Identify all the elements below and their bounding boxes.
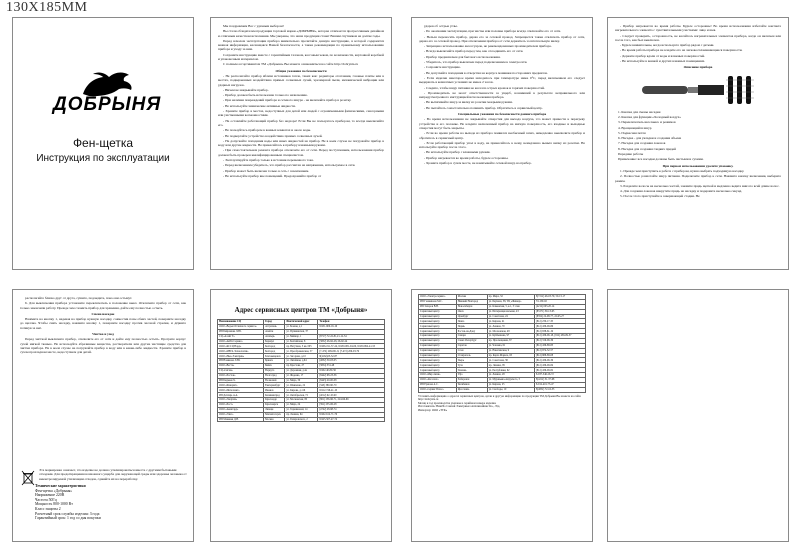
table-cell: Волжский	[264, 378, 285, 383]
table-cell: ул. Мейнар, 1	[285, 334, 318, 339]
list-item: - Не пользуйтесь прибором в ванных комнатах и около воды.	[223, 128, 312, 133]
spec-line: Расчетный срок службы изделия: 3 года	[35, 511, 100, 516]
table-cell: ул. Балтийская, 8	[285, 339, 318, 344]
table-cell: ИП Манкиев Д.В.	[218, 417, 264, 422]
table-cell: ул. Кирова, д.116	[285, 388, 318, 393]
step-item: 4. Для создания локонов накрутите прядь на насадку и подержите несколько секунд.	[620, 189, 743, 194]
table-cell: (4742) 28-98-74	[318, 407, 385, 412]
table-cell: (8442) 98-23-36	[318, 373, 385, 378]
list-item: - Эксплуатируйте прибор только в источник переменного тока.	[223, 158, 314, 163]
table-cell: ул. Кирова, 41	[487, 319, 534, 324]
col-header: Телефон	[318, 320, 385, 325]
table-cell: ООО «Интеллект»	[218, 388, 264, 393]
table-cell: ООО «Абсолют»	[419, 377, 457, 382]
list-item: - Запрещено использование аксессуаров, не рекомендованных производителем прибора.	[424, 44, 552, 49]
table-row	[218, 417, 385, 422]
table-cell: 8-902-612-71-76	[318, 412, 385, 417]
table-cell: Барнаул	[264, 339, 285, 344]
table-cell: Сервисный центр	[419, 353, 457, 358]
table-cell: Воркута	[264, 368, 285, 373]
table-cell: ООО «Элис»	[218, 412, 264, 417]
table-cell: Челябинск	[456, 382, 487, 387]
table-cell: 8-912-746-41-10	[318, 388, 385, 393]
section-heading: Смена насадок	[91, 311, 115, 316]
table-cell: Самара	[456, 334, 487, 339]
list-item: - Нельзя переносить прибор, держа его за сетевой провод. Запрещается также отключать прибор от сети, держа его за сетевой провод. При отключении прибора от сети держитесь за штепсельную вилку.	[419, 34, 585, 43]
table-cell: ООО «АйТи Сервис»	[218, 339, 264, 344]
list-item: - Перед включением убедитесь, что прибор рассчитан на напряжение, используемое в сети.	[223, 163, 356, 168]
footer-line: Месяц и год производства указаны в серийном номере изделия.	[418, 400, 497, 405]
list-item: - Прибор может быть включен только в сеть с заземлением.	[223, 168, 310, 173]
cover-page	[12, 17, 194, 270]
list-item: - Всегда выключайте прибор перед тем, как отсоединить его от сети.	[424, 49, 524, 54]
service-table-right	[418, 294, 586, 393]
table-cell: Астрахань	[264, 324, 285, 329]
table-cell: Сервисный центр	[419, 368, 457, 373]
list-item: - Не пытайтесь самостоятельно починить прибор. Обратитесь в сервисный центр.	[424, 105, 543, 110]
part-item: 4. Вращающийся шнур	[618, 125, 652, 130]
table-cell: Сервисный центр	[419, 343, 457, 348]
table-cell: ул. Интернациональная, 43	[487, 309, 534, 314]
section-heading: При первом использовании удалите упаковку.	[662, 163, 734, 168]
table-cell: Москва	[456, 295, 487, 300]
list-item: - Если работающий прибор упал в воду, не прикасайтесь к нему, немедленно выньте вилку из розетки. Не используйте прибор после этого.	[419, 140, 585, 150]
table-cell: пр. Просвещения, 87	[487, 338, 534, 343]
table-cell: Хабаровск	[456, 377, 487, 382]
spec-line: Фен-щетка «Добрыня»	[35, 488, 73, 493]
table-cell: (812) 436-06-18, (812) 436-09-37	[534, 334, 585, 339]
crossed-bin-icon	[21, 470, 35, 486]
table-cell: Пермь	[456, 324, 487, 329]
list-item: - Сохраните инструкцию.	[424, 65, 461, 70]
table-cell: ул. Каменская, 5, к.1, 3 этаж	[487, 304, 534, 309]
table-cell: ООО «Сервис Плюс»	[419, 387, 457, 392]
instruction-page-3	[411, 17, 593, 270]
step-item: 3. Разделите волосы на несколько частей, зажмите прядь щеткой и медленно ведите вниз по всей длине волос.	[620, 183, 780, 188]
spec-line: Гарантийный срок: 1 год со дня покупки	[35, 516, 101, 521]
table-cell: ул. Преображенская, 57	[285, 349, 318, 354]
table-cell: Ижевск	[264, 388, 285, 393]
table-cell: ООО «Мир связи»	[419, 373, 457, 378]
table-cell: ул. Московская, 48	[487, 329, 534, 334]
part-item: 3. Переключатель вкл./выкл. и режимов	[618, 120, 676, 125]
table-cell: ИП Новикова Л.Ю.	[218, 359, 264, 364]
table-cell: ООО «Электросервис»	[419, 295, 457, 300]
part-item: 5. Подвесная петля	[618, 130, 646, 135]
table-cell: Сервисный центр	[419, 348, 457, 353]
table-cell: (8352) 22-98-77, 22-95-27	[534, 314, 585, 319]
paragraph: Сохраните инструкцию вместе с гарантийным талоном, кассовым чеком, по возможности, картонной коробкой и упаковочным материалом.	[218, 52, 384, 62]
table-cell: пр. Ленина, 85	[487, 363, 534, 368]
col-header: Наименование СЦ	[218, 320, 264, 325]
list-item: - Следите, чтобы шнур питания не касался острых кромок и горячих поверхностей.	[424, 85, 545, 90]
paragraph: Перед началом эксплуатации прибора внимательно прочитайте данную инструкцию, в которой содержится важная информация, касающаяся Вашей безопасности, а также рекомендации по правильному использованию прибора и уходу за ним.	[218, 38, 384, 52]
logo-text: ДОБРЫНЯ	[53, 94, 162, 115]
table-cell: Ставрополь	[456, 353, 487, 358]
table-cell: ул. Московская, 80	[285, 398, 318, 403]
table-cell: ООО «Веста»	[218, 363, 264, 368]
table-cell: ул. Загорная, д.10	[285, 354, 318, 359]
footer-line: Изготовитель: НингБо Санхай Электрикал Аппликэйшнс Ко., Лтд.	[418, 404, 501, 409]
table-cell: (8717) 72-22-81,21-12-54	[318, 334, 385, 339]
list-item: - Производитель не несет ответственности за ущерб, возникший в результате неправильного или непредусмотренного инструкцией использования прибора.	[419, 90, 585, 100]
table-cell: Москва	[264, 417, 285, 422]
table-cell: ООО «Росток»	[218, 373, 264, 378]
paragraph: Мы поздравляем Вас с удачным выбором!	[223, 24, 284, 28]
specifications	[35, 484, 101, 521]
list-item: - Прибор нагревается во время работы. Будьте осторожны! Во время использования избегайте контакта нагревательного элемента с чувствительными участками: лицо и шея.	[615, 24, 781, 33]
list-item: ударов об острые углы.	[424, 24, 458, 28]
footer-line: Импортер: ООО «ТТК»	[418, 407, 448, 412]
table-row	[419, 387, 586, 392]
table-cell: (812) 988-88-08	[534, 353, 585, 358]
table-cell: Волгоград	[264, 373, 285, 378]
list-item: - Не используйте прибор вне помещений. Предохраняйте прибор от	[223, 173, 322, 178]
section-heading: Чистка и уход	[92, 332, 114, 337]
list-item: - Ничем не накрывайте прибор.	[223, 87, 269, 92]
table-cell: Нижний Новгород	[456, 299, 487, 304]
table-cell: Сочи	[456, 348, 487, 353]
list-item: - Храните прибор в сухом месте, не наматывайте сетевой шнур на прибор.	[424, 161, 532, 166]
paragraph: Перед чисткой выключите прибор, отключите его от сети и дайте ему полностью остыть. Протрите корпус сухой мягкой тканью. Не используйте абразивные вещества, растворители или другие чистящие средства для чистки прибора. Не в коем случае не погружайте прибор в воду или в какие-либо жидкости. Храните прибор в сухом прохладном месте, недоступном для детей.	[20, 337, 186, 355]
table-cell: (3852) 26-92-28, 26-92-24	[318, 339, 385, 344]
table-cell: (812) 436-09-84	[534, 363, 585, 368]
part-item: 1. Кнопка для смены насадки	[618, 109, 661, 114]
section-heading: Специальные указания по безопасности данного прибора	[457, 112, 547, 117]
table-cell: ул. Советская, 38	[487, 358, 534, 363]
service-title: Адрес сервисных центров ТМ «Добрыня»	[234, 306, 368, 314]
table-cell: Санкт-Петербург	[456, 338, 487, 343]
footer-line: Уточнить информацию о адресах сервисных центров, орган и другую информацию по продукции ТМ Добрыня Вы можете на сайте http://dobrynia.ru	[418, 393, 581, 402]
table-cell: ул. Куйбышева, 97	[487, 334, 534, 339]
spec-line: Частота 50Гц	[35, 497, 57, 502]
table-cell: ООО «Ведьм Отличного сервиса»	[218, 324, 264, 329]
table-cell: ул. Мира, 24	[285, 402, 318, 407]
paragraph: Нажмите на кнопку 1, надевая на прибор нужную насадку, совместив пазы обеих частей, поверните насадку до щелчка. Чтобы снять насадку, нажмите кнопку 1, поверните насадку против часовой стрелки, и дёрните потянув за неё.	[20, 317, 186, 330]
table-cell: ул. Терешковой, 14	[285, 407, 318, 412]
hair-dryer-brush-illustration	[638, 72, 758, 108]
table-cell: (812) 436-09-82	[534, 368, 585, 373]
footer-notes	[412, 393, 592, 415]
table-cell: (812) 974-32-57	[534, 348, 585, 353]
table-cell: ул. Муравьева-Амурского, 3	[487, 377, 534, 382]
table-cell: 8-937-346-26-72	[534, 373, 585, 378]
table-cell: Тверь	[456, 358, 487, 363]
list-item: - Убедитесь, что прибор выключен перед подключением к электросети.	[424, 60, 528, 65]
table-cell: ИП Байрамова Л.Ю.	[218, 329, 264, 334]
table-cell: ул. Шевченко, 22	[285, 383, 318, 388]
table-cell: (83171) 39-13-65	[534, 309, 585, 314]
table-cell: Екатеринбург	[264, 383, 285, 388]
service-table-left	[217, 319, 385, 422]
table-cell: Омск	[456, 309, 487, 314]
list-item: - Не используйте прибор с влажными руками.	[424, 150, 491, 155]
table-cell: ул. Баумана, 38, ТЦ «Фишер»	[487, 299, 534, 304]
table-cell: Уфа	[456, 373, 487, 378]
paragraph: С полным ассортиментом ТМ «Добрыня» Вы можете ознакомиться на сайте http://dobrynia.ru	[223, 62, 359, 67]
list-item: - Если во время работы на выходе из прибора появился необычный запах, немедленно выключите прибор и обратитесь в сервисный центр.	[419, 131, 585, 140]
list-item: - Не используйте в ванной и других влажных помещениях.	[620, 59, 706, 64]
step-item: 5. После этого приступайте к завершающей стадии. Не	[620, 194, 700, 199]
instruction-page-4	[607, 17, 789, 270]
list-item: - Не используйте химические активные жидкости.	[223, 103, 296, 108]
part-item: Примечание: все насадки должны быть чистыми и сухими.	[618, 157, 704, 162]
spec-line: Класс защиты 2	[35, 506, 61, 511]
table-cell: Ярославль	[456, 387, 487, 392]
table-cell: (812) 436-09-86	[534, 324, 585, 329]
table-cell: ИП Ганжинова М.С.	[419, 299, 457, 304]
list-item: - Не оставляйте работающий прибор без надзора! Если Вы не пользуетесь прибором, то всегда выключайте его.	[218, 118, 384, 127]
table-cell: Липецк	[264, 407, 285, 412]
table-cell: 53-159-02	[534, 299, 585, 304]
table-cell: Белгород	[264, 349, 285, 354]
table-cell: Сервисный центр	[419, 363, 457, 368]
table-cell: ул. Фадеева, 17	[285, 373, 318, 378]
table-cell: ООО «Нью-Электрик»	[218, 354, 264, 359]
table-cell: ИП Ершова А.С.	[419, 382, 457, 387]
col-header: Фактический адрес	[285, 320, 318, 325]
table-cell: ул. Октябрьская, 72	[285, 393, 318, 398]
recycle-note: Эта маркировка означает, что изделие не должно утилизироваться вместе с другими бытовыми отходами. Для предотвращения возможного ущерба для окружающей среды или здоровья человека от неконтролируемой утилизации отходов, сдавайте их на переработку.	[39, 468, 187, 481]
table-cell: (391) 255-06-28	[318, 402, 385, 407]
table-cell: ул. Пушкинская, 37	[285, 329, 318, 334]
table-cell: ООО «Рост»	[218, 402, 264, 407]
list-item: - Следует проверять, осторожность, не касайтесь нагревательных элементов прибора, когда он включен или после того, как был выключен.	[615, 33, 781, 42]
blank-page	[607, 289, 789, 542]
table-cell: Красноярск	[264, 402, 285, 407]
table-cell: (343) 380-90-70	[318, 383, 385, 388]
table-cell: 8(7212) 46-03-79, 50-13-17	[534, 295, 585, 300]
table-cell: Алатырь	[264, 334, 285, 339]
table-cell: Сервисный центр	[419, 319, 457, 324]
table-cell: (4212) 603-20-14	[534, 304, 585, 309]
table-cell: 8-912-401-73-47	[534, 382, 585, 387]
table-cell: Сервисный центр	[419, 338, 457, 343]
list-item: - Во время использования не закрывайте отверстия для выхода воздуха, это может привести к перегреву устройства и его поломке. Не кладите включенный прибор на мягкую поверхность, его входные и выходные отверстия могут быть закрыты.	[419, 117, 585, 130]
list-item: - Если изделие некоторое время находилось при температуре ниже 0°С, перед включением его следует выдержать в комнатных условиях не менее 2 часов.	[419, 75, 585, 85]
table-cell: ул. Ленина, 28	[487, 373, 534, 378]
table-cell: Магнитогорск	[264, 412, 285, 417]
specs-heading: Технические характеристики	[35, 484, 86, 488]
table-cell: ул. Ленина, 70	[487, 324, 534, 329]
table-cell: СЦ «Алайт Т»	[218, 334, 264, 339]
table-cell: ул. Дорожная, д.4а	[285, 368, 318, 373]
table-cell: ул. Боевая, д.1	[285, 324, 318, 329]
part-item: Передние работы	[618, 152, 644, 157]
table-cell: Белгород	[264, 344, 285, 349]
list-item: - При наличии повреждений прибора и сетевого шнура - не включайте прибор в розетку.	[223, 98, 352, 103]
part-item: 6. Насадка - для укладки и создания объема	[618, 136, 682, 141]
table-cell: 8(4162)23-52-87	[318, 354, 385, 359]
table-cell: Сервисный центр	[419, 309, 457, 314]
table-cell: ул. Литейная, д.64	[285, 359, 318, 364]
table-cell: ИП Дехтярь А.А.	[218, 393, 264, 398]
table-cell: пр. Ватутина, 3 кв. 005	[285, 344, 318, 349]
paragraph: Вы стали обладателем продукции торговой марки «ДОБРЫНЯ», которая отличается прогрессивным дизайном и отличным качеством исполнения. Мы уверены, что наша продукция станет Вашим спутником на долгие годы.	[218, 29, 384, 38]
brand-logo	[53, 68, 162, 116]
table-cell: Оренбург	[456, 314, 487, 319]
table-cell: ИП Захаров В.Н.	[419, 304, 457, 309]
table-cell: (812) 319-06-36	[534, 338, 585, 343]
table-cell: ул. Мира, 30	[285, 378, 318, 383]
list-item: - Прибор предназначен для бытового использования.	[424, 54, 501, 59]
table-cell: ул. Республики, 62	[487, 368, 534, 373]
instruction-page-5	[12, 289, 194, 542]
table-cell: Сервисный центр	[419, 329, 457, 334]
list-item: - Будьте внимательны, когда используете прибор рядом с детьми.	[620, 43, 715, 48]
table-cell: ул. Чапаева, 61	[487, 343, 534, 348]
table-cell: Сервисный центр	[419, 334, 457, 339]
part-item: 8. Насадка для создания гладких прядей	[618, 146, 676, 151]
table-cell: ИП Бадмаев Х.	[218, 378, 264, 383]
list-item: - Прибор нагревается во время работы, будьте осторожны.	[424, 155, 509, 160]
table-cell: (3854) 331-48	[318, 363, 385, 368]
list-item: - Не допускайте попадания в отверстия на корпусе машинки посторонних предметов.	[424, 70, 548, 75]
table-cell: ООО «МЕГА Технологии»	[218, 349, 264, 354]
table-cell: 8-906-191-57-24, 8-930-081-04-06, 8-950-992-41-55	[318, 344, 385, 349]
instruction-page-2	[210, 17, 392, 270]
list-item: - Не допускайте попадания воды или иных жидкостей на прибор. Не в коем случае не погружайте прибор в воду или другие жидкости. Не прикасайтесь к прибору влажными руками.	[218, 138, 384, 148]
spec-line: Мощность 800-1000 Вт	[35, 502, 73, 507]
table-cell: 8(4852) 72-16-33	[534, 387, 585, 392]
table-cell: ООО «Энергия»	[218, 398, 264, 403]
table-cell: (8443) 20-00-08	[318, 378, 385, 383]
table-cell: (812) 230-17-35	[534, 319, 585, 324]
table-cell: Сервисный центр	[419, 324, 457, 329]
step-item: 2. Полностью размотайте шнур питания. Подключите прибор к сети. Нажмите кнопку включения, выберите режим.	[615, 174, 781, 183]
table-cell: Алейск	[264, 329, 285, 334]
section-heading: Общие указания по безопасности	[275, 68, 327, 73]
table-cell: Тула	[456, 363, 487, 368]
table-cell: ООО «КССЦ Норд»	[218, 344, 264, 349]
paragraph: располагайте близко друг от друга, сушите, подождите, пока они остынут.	[25, 296, 133, 300]
table-cell: (812) 938-61-19	[534, 329, 585, 334]
table-cell: (7-472) 209-001-8, (7-472) 209-03-79	[318, 349, 385, 354]
cover-subtitle: Инструкция по эксплуатации	[36, 153, 170, 164]
list-item: - Прибор должен быть использован только по назначению.	[223, 93, 308, 98]
table-cell: Тюмень	[456, 368, 487, 373]
table-cell: ООО «Авангард»	[218, 407, 264, 412]
table-cell: 8-925-507-47-74	[318, 417, 385, 422]
table-cell: ООО «Фаворит»	[218, 383, 264, 388]
col-header: Город	[264, 320, 285, 325]
table-cell: Саратов	[456, 343, 487, 348]
table-cell: (812) 436-06-36	[534, 358, 585, 363]
table-cell: пр. Мира, 32	[487, 295, 534, 300]
table-cell: ул. Гиляровского, 2	[285, 417, 318, 422]
list-item: - По окончании эксплуатации, при чистке или поломке прибора всегда отключайте его от сети.	[424, 29, 562, 34]
list-item: - Не вытягивайте шнур за вилку из розетки мокрыми руками.	[424, 100, 513, 105]
table-cell: Краснодар	[264, 398, 285, 403]
table-cell: Брянск	[264, 359, 285, 364]
list-item: - Не располагайте прибор вблизи источников тепла, таких как: радиаторы отопления, газовые плиты или в местах, подверженных воздействию прямых солнечных лучей, чрезмерной пыли, механической вибрации или ударных нагрузок.	[218, 73, 384, 87]
table-cell: ул. Навагинская, 9	[487, 348, 534, 353]
list-item: - Держите прибор вдали от воды и влажных поверхностей.	[620, 53, 706, 58]
table-cell: СЦ «Сигма»	[218, 368, 264, 373]
table-cell: Пенза	[456, 319, 487, 324]
table-cell: пр. Карла Маркса, 65	[487, 353, 534, 358]
table-cell: Новосибирск	[456, 304, 487, 309]
table-cell: (812) 436-88-83	[534, 343, 585, 348]
table-cell: (4832) 50-03-05	[318, 359, 385, 364]
table-cell: Сервисный центр	[419, 358, 457, 363]
part-item: 2. Кнопка для функции «Холодный воздух»	[618, 114, 682, 119]
table-cell: пр. Ленина, 64	[285, 412, 318, 417]
paragraph: 6. Для выключения прибора установите переключатель в положение выкл. Отключите прибор от сети, как только закончили работу. Прежде чем сложить прибор для хранения, дайте ему полностью остыть.	[20, 301, 186, 310]
service-centers-page-2	[411, 289, 593, 542]
list-item: - Во время работы прибора не кладите его на легковоспламеняющиеся поверхности.	[620, 48, 743, 53]
table-cell: (4012) 92-10-90	[318, 393, 385, 398]
table-cell: Благовещенск	[264, 354, 285, 359]
list-item: - Храните прибор в местах, недоступных для детей или людей с ограниченными физическими, сенсорными или умственными возможностями.	[218, 109, 384, 118]
section-heading: Описание прибора	[683, 65, 713, 70]
list-item: - Не подвергайте устройство воздействию прямых солнечных лучей.	[223, 133, 323, 138]
table-cell: пр. Брестова, 27	[285, 363, 318, 368]
table-cell: 8-902-40-80-36	[318, 368, 385, 373]
cover-title: Фен-щетка	[72, 136, 134, 150]
table-cell: Бийск	[264, 363, 285, 368]
table-cell: ул. Советская, 24	[487, 314, 534, 319]
table-cell: (861) 236-96-71, 224-96-66	[318, 398, 385, 403]
format-label: 130X185MM	[6, 0, 88, 15]
part-item: 7. Насадка для создания локонов	[618, 141, 666, 146]
table-cell: 8(4212) 31-37-68	[534, 377, 585, 382]
table-cell: Сервисный центр	[419, 314, 457, 319]
table-cell: Калининград	[264, 393, 285, 398]
table-cell: ул. Свободы, 10	[487, 387, 534, 392]
table-cell: Ростов-на-Дону	[456, 329, 487, 334]
service-centers-page-1	[210, 289, 392, 542]
spec-line: Напряжение 220В	[35, 493, 65, 498]
table-cell: ул. Кирова, 25	[487, 382, 534, 387]
table-cell: 8-951-900-16-16	[318, 324, 385, 329]
step-item: 1. Прежде чем приступить к работе с прибором, нужно выбрать подходящую насадку.	[620, 168, 745, 173]
list-item: - При самостоятельном ремонте прибора отключите его от сети. Перед поступлением, использования прибор должен быть проверен квалифицированным специалистом.	[218, 148, 384, 157]
